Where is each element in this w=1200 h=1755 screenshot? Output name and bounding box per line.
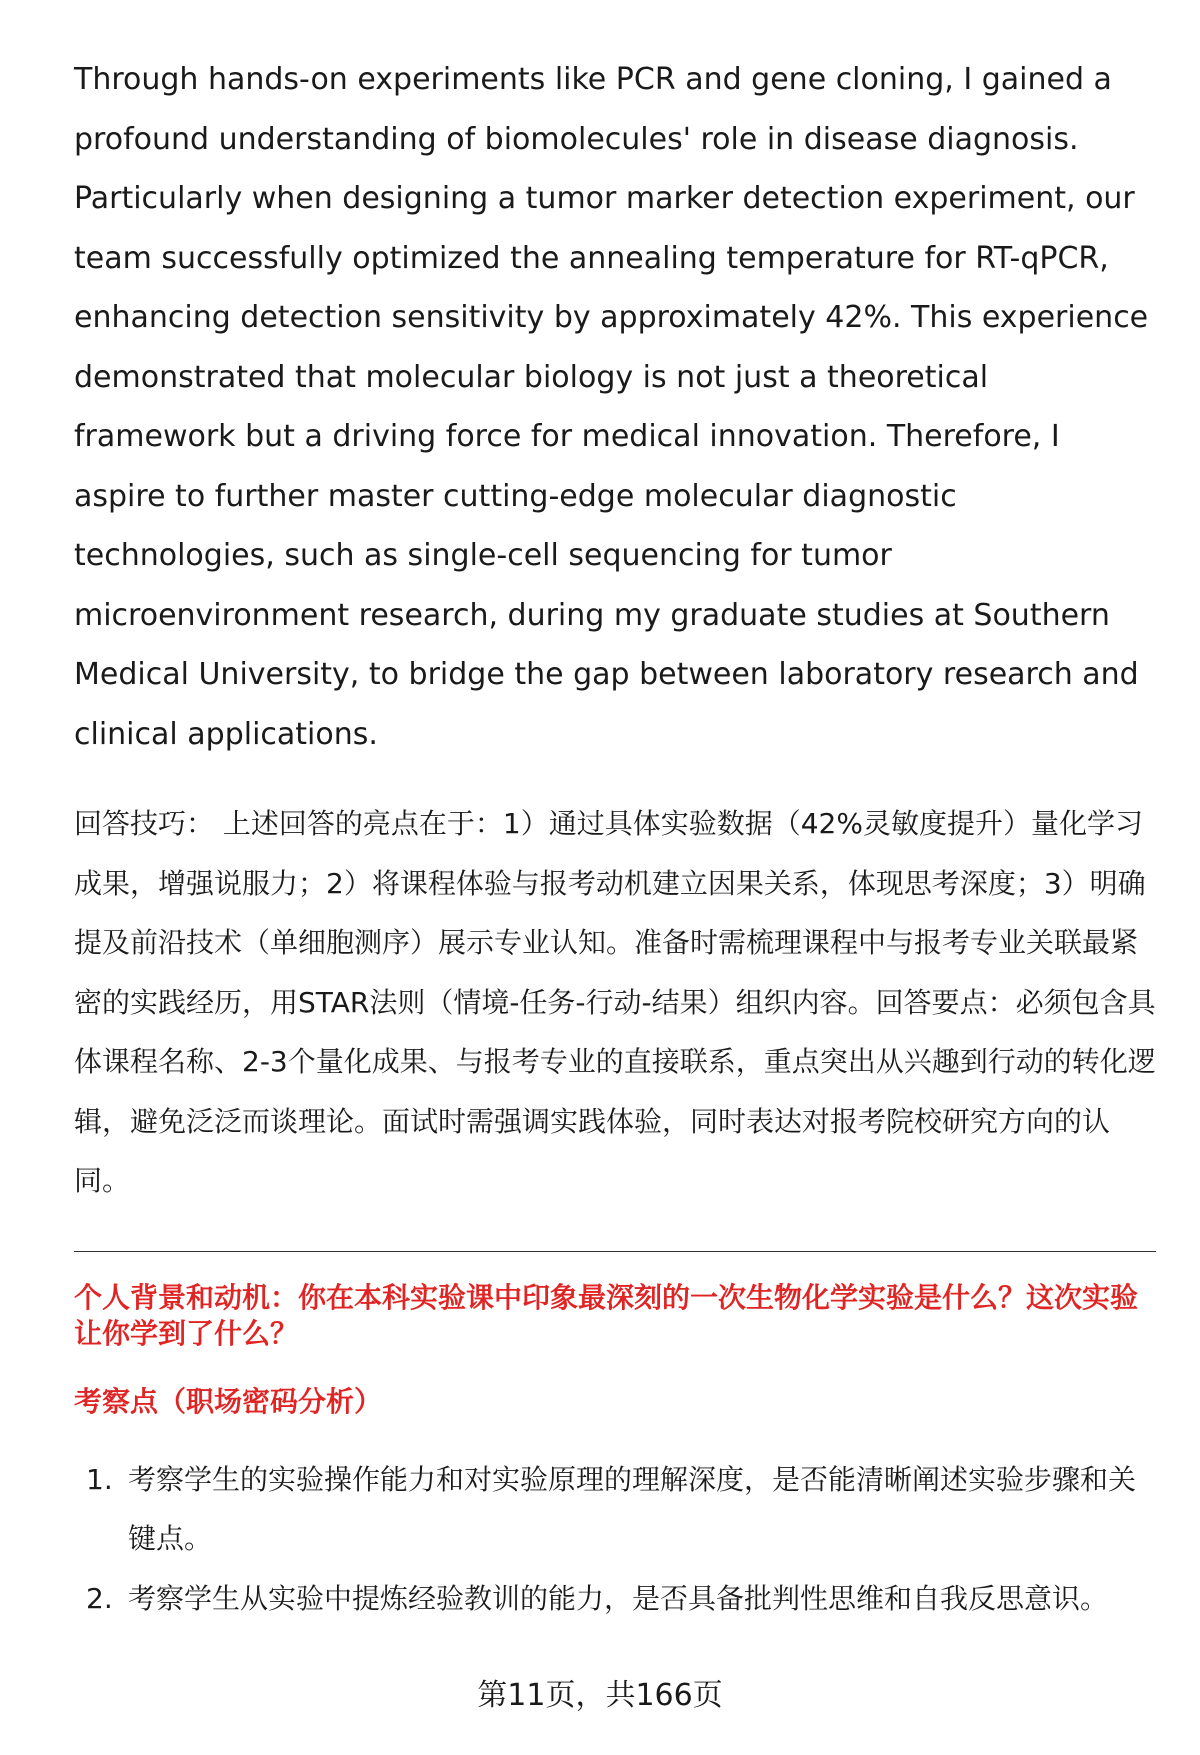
section-divider <box>74 1251 1156 1252</box>
answer-paragraph: Through hands-on experiments like PCR and gene cloning, I gained a profound understanding of biomolecules' role in disease diagnosis. Particularly when designing a tumor marker detection experiment, our team successfully optimized the annealing temperature for RT-qPCR, enhancing detection sensitivity by approximately 42%. This experience demonstrated that molecular biology is not just a theoretical framework but a driving force for medical innovation. Therefore, I aspire to further master cutting-edge molecular diagnostic technologies, such as single-cell sequencing for tumor microenvironment research, during my graduate studies at Southern Medical University, to bridge the gap between laboratory research and clinical applications. <box>74 62 1149 752</box>
list-item-number: 2. <box>86 1581 113 1615</box>
list-item <box>74 1569 1156 1629</box>
question-heading: 个人背景和动机：你在本科实验课中印象最深刻的一次生物化学实验是什么？这次实验让你学到了什么？ <box>74 1280 1139 1350</box>
assessment-points-list <box>74 1450 1156 1629</box>
answer-tips-paragraph: 回答技巧： 上述回答的亮点在于：1）通过具体实验数据（42%灵敏度提升）量化学习成果，增强说服力；2）将课程体验与报考动机建立因果关系，体现思考深度；3）明确提及前沿技术（单细胞测序）展示专业认知。准备时需梳理课程中与报考专业关联最紧密的实践经历，用STAR法则（情境-任务-行动-结果）组织内容。回答要点：必须包含具体课程名称、2-3个量化成果、与报考专业的直接联系，重点突出从兴趣到行动的转化逻辑，避免泛泛而谈理论。面试时需强调实践体验，同时表达对报考院校研究方向的认同。 <box>74 807 1156 1197</box>
page-number-footer: 第11页，共166页 <box>477 1678 723 1713</box>
document-page <box>74 50 1156 1628</box>
list-item-number: 1. <box>86 1462 113 1496</box>
assessment-points-heading: 考察点（职场密码分析） <box>74 1384 383 1418</box>
list-item-text: 考察学生从实验中提炼经验教训的能力，是否具备批判性思维和自我反思意识。 <box>128 1581 1109 1615</box>
list-item-text: 考察学生的实验操作能力和对实验原理的理解深度，是否能清晰阐述实验步骤和关键点。 <box>128 1462 1137 1555</box>
list-item <box>74 1450 1156 1569</box>
